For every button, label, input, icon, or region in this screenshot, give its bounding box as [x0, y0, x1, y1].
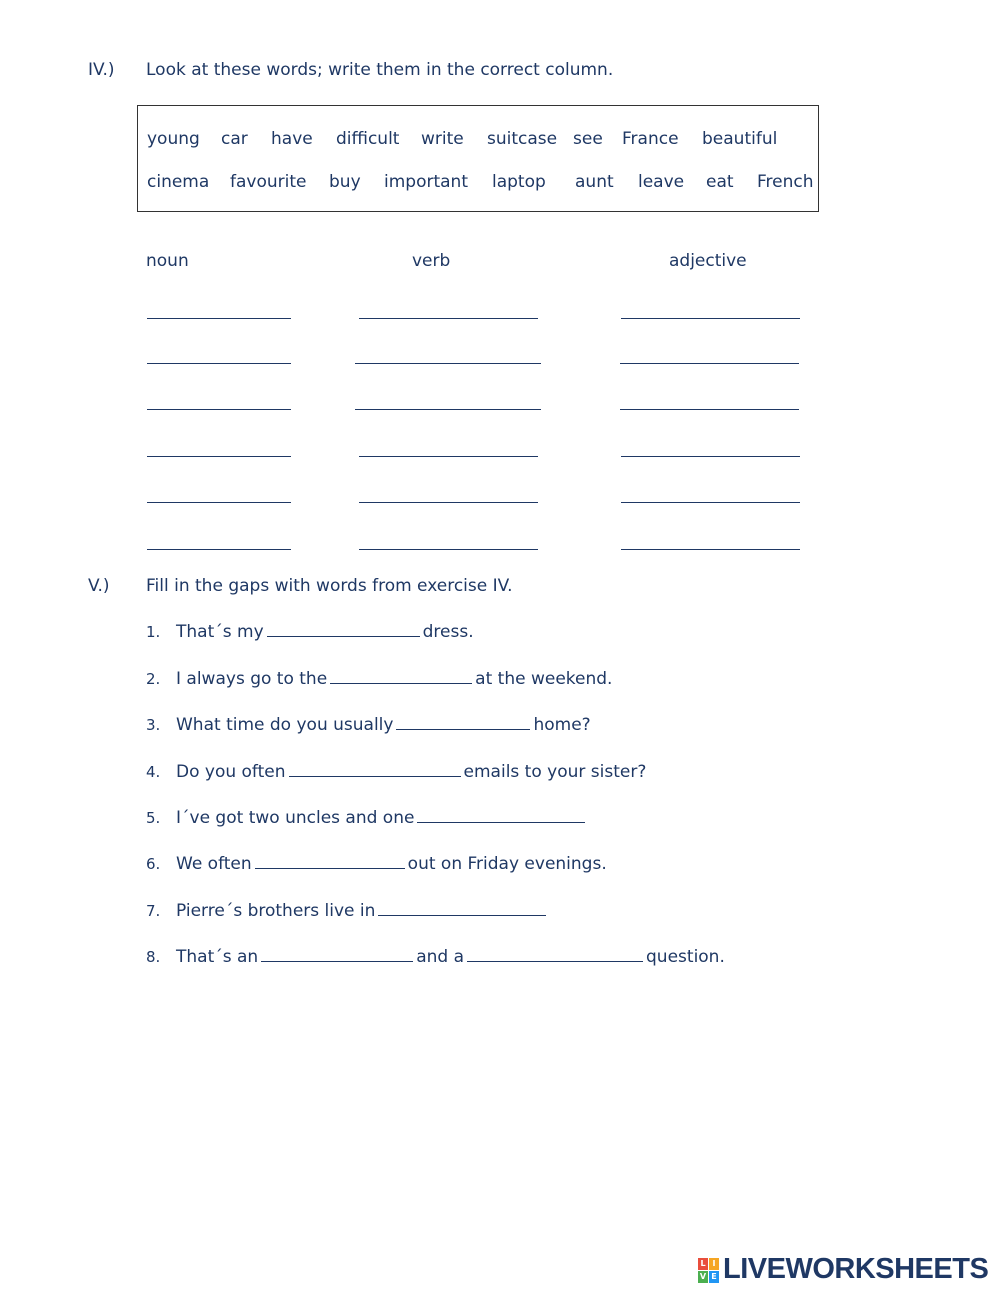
word-bank-item: laptop: [492, 172, 546, 192]
adjective-answer-line[interactable]: [620, 409, 799, 410]
logo-block: V: [699, 1272, 707, 1281]
gap-input[interactable]: [378, 901, 546, 916]
adjective-answer-line[interactable]: [621, 318, 800, 319]
sentence-number: 5.: [146, 809, 161, 827]
noun-answer-line[interactable]: [147, 456, 291, 457]
column-header-noun: noun: [146, 251, 189, 271]
sentence-number: 6.: [146, 855, 161, 873]
logo-block: L: [698, 1258, 708, 1270]
sentence-text: out on Friday evenings.: [407, 854, 607, 874]
sentence-text: home?: [533, 715, 591, 735]
sentence-text: and a: [416, 947, 465, 967]
exercise-4-label: IV.): [88, 60, 115, 80]
sentence-text: at the weekend.: [475, 669, 613, 689]
sentence-text: We often: [176, 854, 252, 874]
word-bank-item: cinema: [147, 172, 210, 192]
adjective-answer-line[interactable]: [621, 456, 800, 457]
exercise-5-instruction: Fill in the gaps with words from exercise IV.: [146, 576, 513, 596]
logo-block: E: [709, 1271, 719, 1283]
exercise-4-instruction: Look at these words; write them in the correct column.: [146, 60, 614, 80]
word-bank-item: leave: [638, 172, 685, 192]
verb-answer-line[interactable]: [359, 502, 538, 503]
logo-blocks-icon: [698, 1258, 720, 1284]
logo-text: LIVEWORKSHEETS: [723, 1253, 989, 1285]
sentence-text: I always go to the: [176, 669, 328, 689]
exercise-5-label: V.): [88, 576, 110, 596]
sentence-number: 3.: [146, 716, 161, 734]
word-bank-item: difficult: [336, 129, 400, 149]
column-header-verb: verb: [412, 251, 451, 271]
noun-answer-line[interactable]: [147, 409, 291, 410]
gap-input[interactable]: [467, 947, 643, 962]
gap-input[interactable]: [267, 622, 420, 637]
column-header-adjective: adjective: [669, 251, 747, 271]
word-bank-item: aunt: [575, 172, 614, 192]
sentence-number: 2.: [146, 670, 161, 688]
gap-input[interactable]: [330, 669, 472, 684]
sentence-3: [146, 715, 591, 735]
word-bank-box: [137, 105, 819, 212]
gap-input[interactable]: [261, 947, 413, 962]
verb-answer-line[interactable]: [355, 409, 541, 410]
word-bank-item: car: [221, 129, 248, 149]
noun-answer-line[interactable]: [147, 318, 291, 319]
gap-input[interactable]: [289, 762, 461, 777]
sentence-text: What time do you usually: [176, 715, 394, 735]
sentence-7: [146, 901, 549, 921]
sentence-number: 8.: [146, 948, 161, 966]
gap-input[interactable]: [396, 715, 530, 730]
word-bank-item: have: [271, 129, 313, 149]
noun-answer-line[interactable]: [147, 363, 291, 364]
sentence-4: [146, 762, 646, 782]
sentence-number: 7.: [146, 902, 161, 920]
gap-input[interactable]: [417, 808, 585, 823]
word-bank-item: favourite: [230, 172, 307, 192]
word-bank-item: beautiful: [702, 129, 778, 149]
verb-answer-line[interactable]: [359, 549, 538, 550]
verb-answer-line[interactable]: [355, 363, 541, 364]
sentence-6: [146, 854, 607, 874]
word-bank-item: young: [147, 129, 200, 149]
sentence-number: 1.: [146, 623, 161, 641]
word-bank-item: see: [573, 129, 603, 149]
sentence-text: dress.: [422, 622, 474, 642]
sentence-8: [146, 947, 725, 967]
word-bank-item: important: [384, 172, 468, 192]
sentence-text: I´ve got two uncles and one: [176, 808, 415, 828]
adjective-answer-line[interactable]: [621, 549, 800, 550]
word-bank-item: write: [421, 129, 464, 149]
word-bank-item: eat: [706, 172, 734, 192]
sentence-text: Do you often: [176, 762, 286, 782]
word-bank-item: suitcase: [487, 129, 558, 149]
noun-answer-line[interactable]: [147, 549, 291, 550]
sentence-text: Pierre´s brothers live in: [176, 901, 376, 921]
verb-answer-line[interactable]: [359, 318, 538, 319]
adjective-answer-line[interactable]: [621, 502, 800, 503]
word-bank-item: French: [757, 172, 814, 192]
sentence-number: 4.: [146, 763, 161, 781]
gap-input[interactable]: [255, 854, 405, 869]
sentence-text: That´s my: [176, 622, 264, 642]
sentence-5: [146, 808, 588, 828]
sentence-text: emails to your sister?: [463, 762, 647, 782]
adjective-answer-line[interactable]: [620, 363, 799, 364]
word-bank-item: France: [622, 129, 679, 149]
sentence-2: [146, 669, 612, 689]
sentence-text: That´s an: [176, 947, 259, 967]
sentence-1: [146, 622, 474, 642]
sentence-text: question.: [646, 947, 725, 967]
verb-answer-line[interactable]: [359, 456, 538, 457]
logo-block: I: [709, 1258, 719, 1270]
noun-answer-line[interactable]: [147, 502, 291, 503]
word-bank-item: buy: [329, 172, 361, 192]
